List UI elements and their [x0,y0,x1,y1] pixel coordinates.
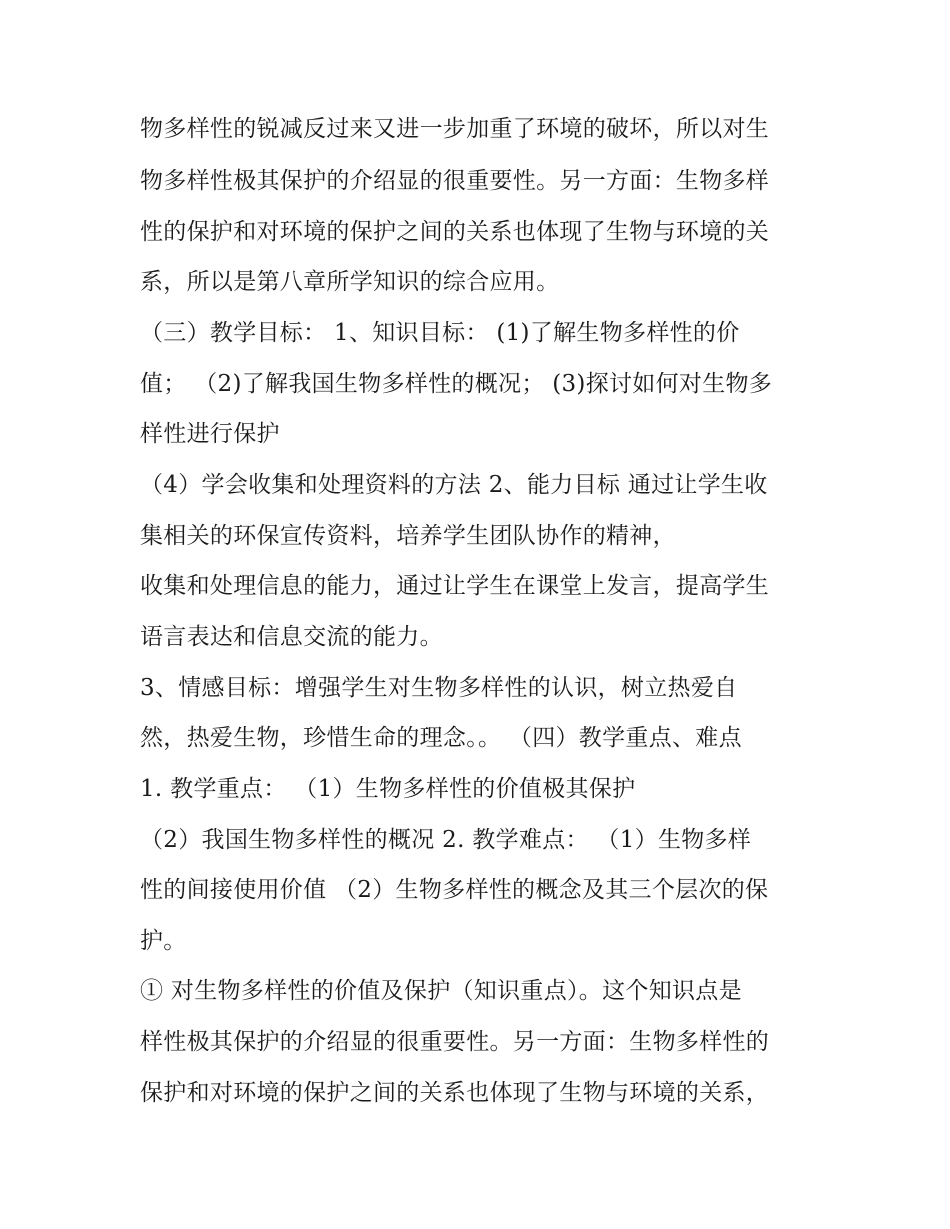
text-line: 样性极其保护的介绍显的很重要性。另一方面：生物多样性的 [140,1029,770,1055]
text-line: （4）学会收集和处理资料的方法 2、能力目标 通过让学生收 [140,472,768,498]
text-line: 系，所以是第八章所学知识的综合应用。 [140,269,560,295]
text-line: 性的间接使用价值 （2）生物多样性的概念及其三个层次的保 [140,877,769,903]
text-line: 集相关的环保宣传资料，培养学生团队协作的精神， [140,523,676,549]
text-line: 值； （2)了解我国生物多样性的概况； (3)探讨如何对生物多 [140,371,773,397]
text-line: 样性进行保护 [140,421,280,447]
text-line: 性的保护和对环境的保护之间的关系也体现了生物与环境的关 [140,219,770,245]
text-line: 3、情感目标：增强学生对生物多样性的认识，树立热爱自 [140,675,738,701]
text-line: 保护和对环境的保护之间的关系也体现了生物与环境的关系， [140,1080,770,1106]
text-line: 语言表达和信息交流的能力。 [140,624,443,650]
text-line: 物多样性极其保护的介绍显的很重要性。另一方面：生物多样 [140,168,770,194]
text-line: ① 对生物多样性的价值及保护（知识重点）。这个知识点是 [140,978,742,1004]
text-line: 1. 教学重点： （1）生物多样性的价值极其保护 [140,776,636,802]
text-line: 然，热爱生物，珍惜生命的理念。。 （四）教学重点、难点 [140,725,742,751]
text-line: 收集和处理信息的能力，通过让学生在课堂上发言，提高学生 [140,573,770,599]
text-line: 物多样性的锐减反过来又进一步加重了环境的破坏，所以对生 [140,116,770,142]
text-line: （三）教学目标： 1、知识目标： (1)了解生物多样性的价 [140,320,740,346]
text-line: 护。 [140,928,187,954]
text-line: （2）我国生物多样性的概况 2. 教学难点： （1）生物多样 [140,827,752,853]
